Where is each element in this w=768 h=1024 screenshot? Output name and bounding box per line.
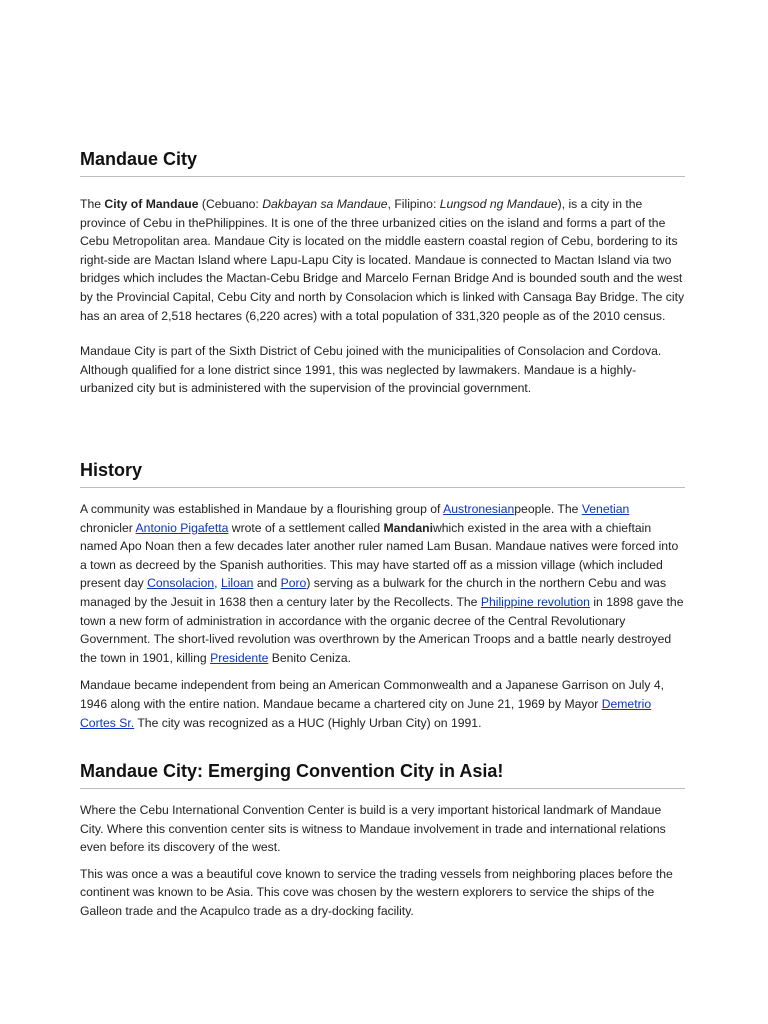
section-heading-history: History (80, 458, 685, 488)
link-austronesian[interactable]: Austronesian (443, 502, 515, 516)
text-run: (Cebuano: (198, 197, 263, 211)
text-run: people. The (514, 502, 582, 516)
bold-city-of-mandaue: City of Mandaue (104, 197, 199, 211)
text-run: The (80, 197, 105, 211)
paragraph-history-2 (80, 676, 685, 732)
link-demetrio-cortes-sr[interactable]: Demetrio Cortes Sr. (80, 696, 652, 730)
italic-cebuano-name: Dakbayan sa Mandaue (262, 197, 388, 211)
section-heading-convention-city: Mandaue City: Emerging Convention City in Asia! (80, 759, 685, 789)
bold-mandani: Mandani (383, 520, 433, 535)
paragraph-district: Mandaue City is part of the Sixth District of Cebu joined with the municipalities of Consolacion and Cordova. Although qualified for a lone district since 1991, this was neglected by lawmakers. Mandaue is a highly-urbanized city but is administered with the supervision of the provincial government. (80, 344, 662, 396)
link-antonio-pigafetta[interactable]: Antonio Pigafetta (135, 520, 229, 535)
paragraph-convention-2: This was once a was a beautiful cove known to service the trading vessels from neighboring places before the continent was known to be Asia. This cove was chosen by the western explorers to service the ships of the Galleon trade and the Acapulco trade as a dry-docking facility. (80, 866, 673, 918)
text-run: ), is a city in the province of Cebu in thePhilippines. It is one of the three urbanized cities on the island and forms a part of the Cebu Metropolitan area. Mandaue City is located on the middle eastern coastal region of Cebu, bordering to its right-side are Mactan Island where Lapu-Lapu City is located. Mandaue is connected to Mactan Island via two bridges which includes the Mactan-Cebu Bridge and Marcelo Fernan Bridge And is bounded south and the west by the Provincial Capital, Cebu City and north by Consolacion which is linked with Cansaga Bay Bridge. The city has an area of 2,518 hectares (6,220 acres) with a total population of 331,320 people as of the 2010 census. (80, 197, 685, 323)
link-philippine-revolution[interactable]: Philippine revolution (480, 594, 590, 609)
paragraph-intro (80, 195, 685, 325)
link-presidente[interactable]: Presidente (210, 650, 269, 665)
section-heading-mandaue-city: Mandaue City (80, 147, 685, 177)
text-run: ) serving as a bulwark for the church in the northern Cebu and was managed by the Jesuit in 1638 then a century later by the Recollects. The (80, 576, 667, 609)
text-run: and (253, 576, 281, 591)
section-mandaue-city (80, 147, 685, 398)
italic-filipino-name: Lungsod ng Mandaue (439, 197, 558, 211)
text-run: , Filipino: (387, 197, 440, 211)
link-venetian[interactable]: Venetian (581, 502, 630, 516)
section-convention-city (80, 759, 685, 921)
link-poro[interactable]: Poro (280, 576, 307, 591)
text-run: Mandaue became independent from being an American Commonwealth and a Japanese Garrison on July 4, 1946 along with the entire nation. Mandaue became a chartered city on June 21, 1969 by Mayor (80, 678, 664, 711)
text-run: wrote of a settlement called (228, 520, 384, 535)
text-run: Benito Ceniza. (268, 650, 352, 665)
text-run: The city was recognized as a HUC (Highly Urban City) on 1991. (134, 715, 482, 730)
text-run: chronicler (80, 520, 136, 535)
text-run: in 1898 gave the town a new form of administration in accordance with the organic decree of the Central Revolutionary Government. The short-lived revolution was overthrown by the American Troops and a battle nearly destroyed the town in 1901, killing (80, 594, 684, 665)
section-history (80, 458, 685, 732)
link-liloan[interactable]: Liloan (220, 576, 254, 591)
link-consolacion[interactable]: Consolacion (147, 576, 215, 591)
paragraph-convention-1: Where the Cebu International Convention Center is build is a very important historical landmark of Mandaue City. Where this convention center sits is witness to Mandaue involvement in trade and international relations even before its discovery of the west. (80, 803, 666, 855)
text-run: which existed in the area with a chieftain named Apo Noan then a few decades later another ruler named Lam Busan. Mandaue natives were forced into a town as decreed by the Spanish authorities. This may have started off as a mission village (which included present day (80, 520, 679, 591)
text-run: , (214, 576, 221, 591)
paragraph-history-1 (80, 500, 685, 667)
text-run: A community was established in Mandaue by a flourishing group of (80, 502, 444, 516)
